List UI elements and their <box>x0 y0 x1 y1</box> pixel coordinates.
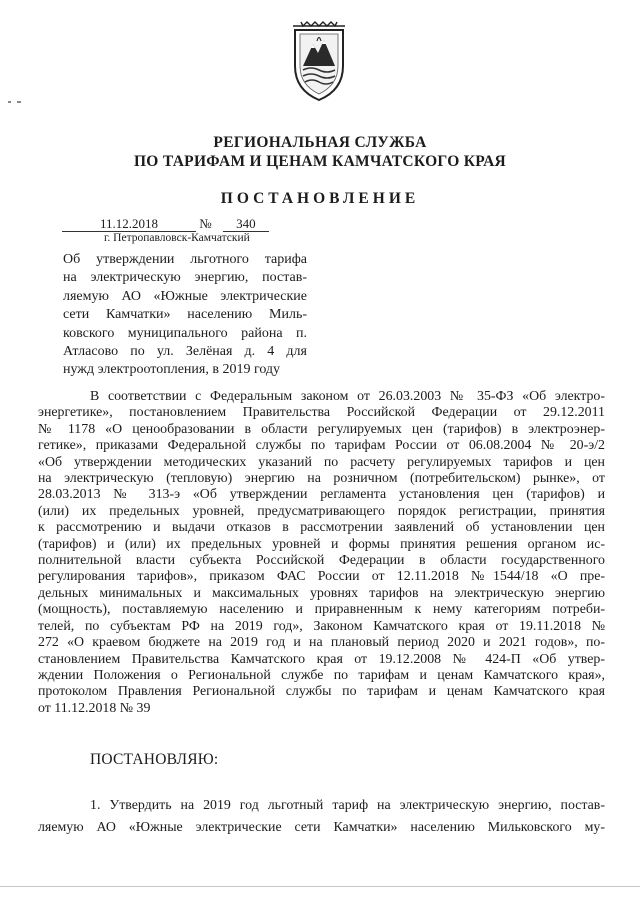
preamble-line: ждении Положения о Региональной службе по тарифам и ценам Камчатского края», <box>38 667 605 683</box>
subject-line: ковского муниципального района п. <box>63 325 307 341</box>
subject-line: ляемую АО «Южные электрические <box>63 288 307 304</box>
subject-line: нужд электроотопления, в 2019 году <box>63 362 281 378</box>
preamble-line: № 1178 «О ценообразовании в области регулируемых цен (тарифов) в электроэнер- <box>38 421 605 437</box>
subject-line: Об утверждении льготного тарифа <box>63 252 307 267</box>
preamble-line: гетике», приказами Федеральной службы по тарифам России от 06.08.2004 № 20-э/2 <box>38 438 605 454</box>
preamble-line: регулирования тарифов», приказом ФАС России от 12.11.2018 №1544/18 «О пре- <box>38 569 605 585</box>
preamble-line: 28.03.2013 № 313-э «Об утверждении регламента установления цен (тарифов) и <box>38 487 605 503</box>
preamble-line: телей, по субъектам РФ на 2019 год», Законом Камчатского края от 19.11.2018 № <box>38 618 605 634</box>
scan-mark <box>0 886 640 887</box>
item-line: ляемую АО «Южные электрические сети Камчатки» населению Мильковского му- <box>38 820 605 835</box>
subject-line: на электрическую энергию, постав- <box>63 270 307 286</box>
agency-name-line-1: РЕГИОНАЛЬНАЯ СЛУЖБА <box>213 134 427 151</box>
subject-block <box>63 251 307 380</box>
preamble-line: дельных минимальных и максимальных уровнях тарифов на электрическую энергию <box>38 585 605 601</box>
preamble-line: (тарифов) и (или) их предельных уровней и формы принятия решения органом ис- <box>38 536 605 552</box>
preamble-line: (или) их предельных уровней, предусматривающего порядок регистрации, принятия <box>38 503 605 519</box>
coat-of-arms-emblem <box>289 20 349 104</box>
document-number: 340 <box>223 217 269 232</box>
scan-mark <box>17 101 21 103</box>
resolution-item-1 <box>38 795 605 839</box>
issue-place: г. Петропавловск-Камчатский <box>104 232 250 244</box>
preamble-line: от 11.12.2018 № 39 <box>38 700 151 716</box>
agency-name-line-2: ПО ТАРИФАМ И ЦЕНАМ КАМЧАТСКОГО КРАЯ <box>133 153 507 170</box>
document-date: 11.12.2018 <box>62 217 196 232</box>
preamble-line: к рассмотрению и выдачи отказов в рассмотрении заявлений об установлении цен <box>38 520 605 536</box>
document-type-title: ПОСТАНОВЛЕНИЕ <box>220 190 420 207</box>
preamble-line: на электрическую (тепловую) энергию на розничном (потребительском) рынке», от <box>38 471 605 487</box>
preamble-line: В соответствии с Федеральным законом от 26.03.2003 № 35-ФЗ «Об электро- <box>90 389 605 404</box>
item-line: 1. Утвердить на 2019 год льготный тариф на электрическую энергию, постав- <box>90 798 605 813</box>
preamble-line: 272 «О краевом бюджете на 2019 год и на плановый период 2020 и 2021 годов», по- <box>38 635 605 651</box>
date-number-line <box>62 216 269 232</box>
preamble-line: протоколом Правления Региональной службы по тарифам и ценам Камчатского края <box>38 684 605 700</box>
preamble-line: полнительной власти субъекта Российской Федерации в области государственного <box>38 553 605 569</box>
number-sign: № <box>199 216 212 231</box>
preamble-paragraph <box>38 389 605 717</box>
subject-line: Атласово по ул. Зелёная д. 4 для <box>63 344 307 360</box>
preamble-line: становлением Правительства Камчатского края от 19.12.2008 № 424-П «Об утвер- <box>38 651 605 667</box>
preamble-line: (мощность), поставляемую населению и приравненным к нему категориям потреби- <box>38 602 605 618</box>
scan-mark <box>8 101 11 103</box>
subject-line: сети Камчатки» населению Миль- <box>63 307 307 323</box>
preamble-line: «Об утверждении методических указаний по расчету регулируемых тарифов и цен <box>38 454 605 470</box>
resolution-heading: ПОСТАНОВЛЯЮ: <box>90 751 219 768</box>
preamble-line: энергетике», постановлением Правительства Российской Федерации от 29.12.2011 <box>38 405 605 421</box>
